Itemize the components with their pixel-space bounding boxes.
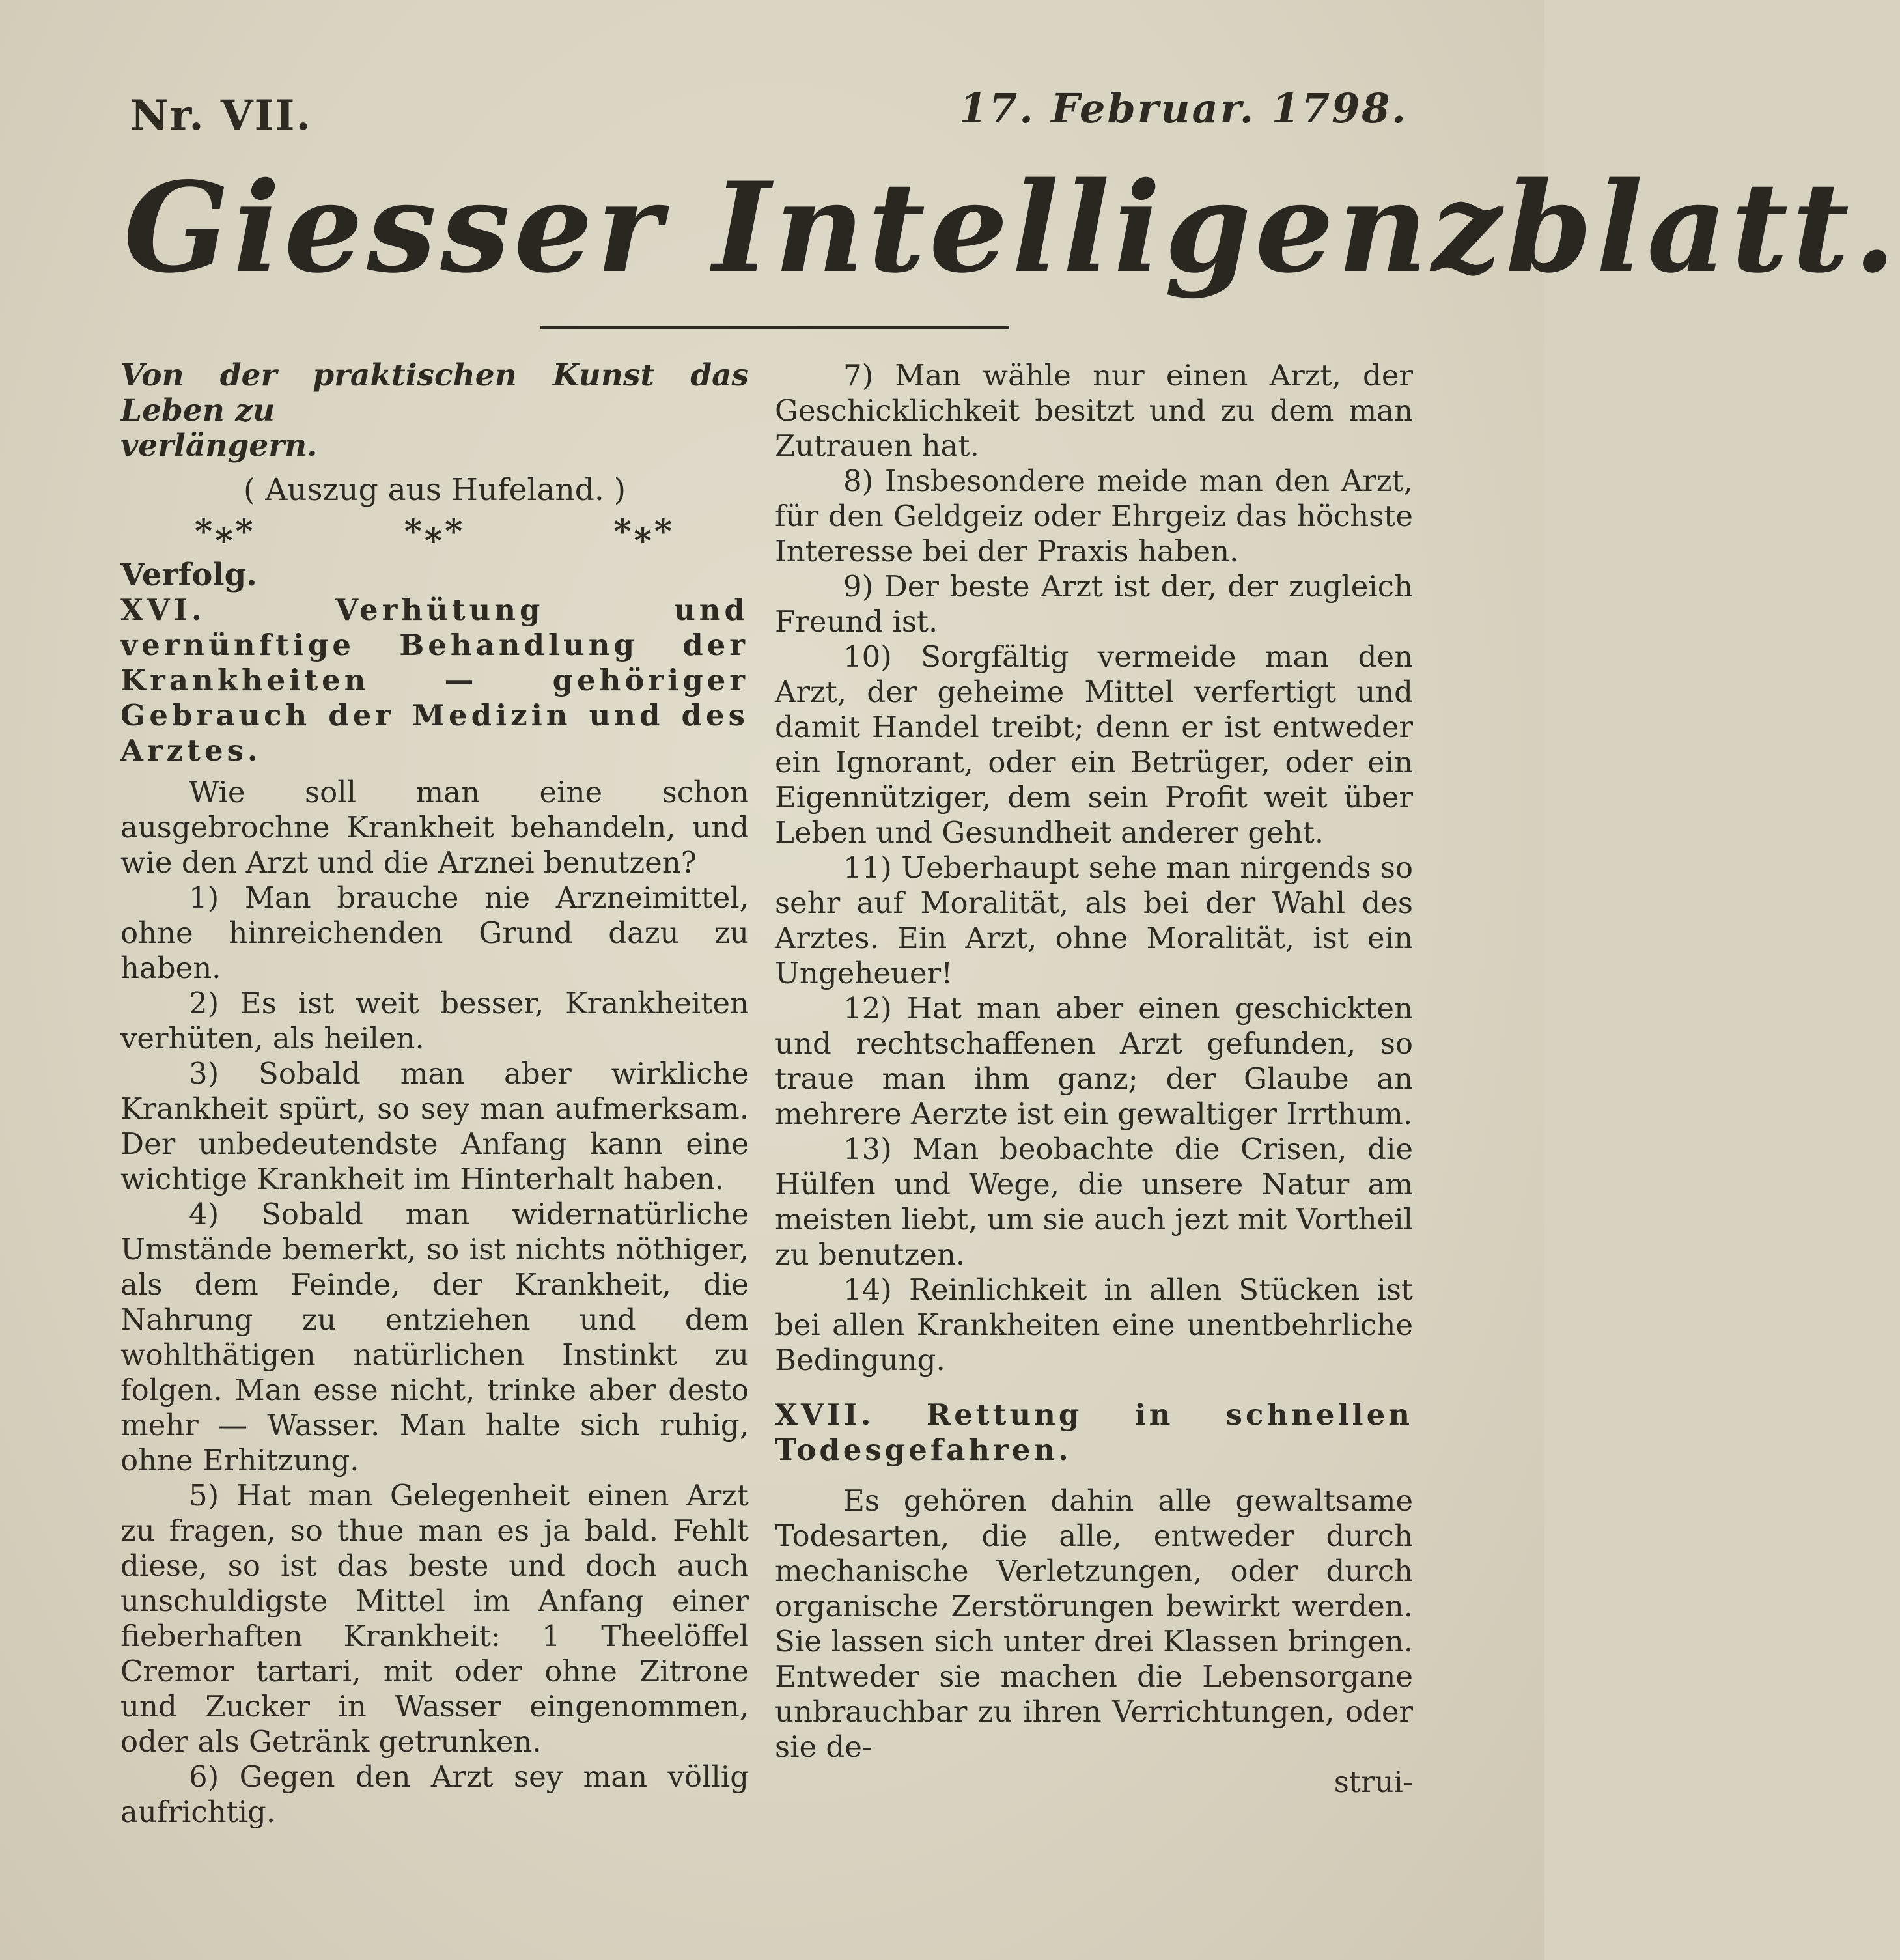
left-column (120, 358, 749, 1830)
article-title: Von der praktischen Kunst das Leben zu (120, 357, 749, 428)
header-rule (540, 326, 1009, 329)
paragraph-12: 12) Hat man aber einen geschickten und rechtschaffenen Arzt gefunden, so traue man ihm ganz; der Glaube an mehrere Aerzte ist ein gewaltiger Irrthum. (775, 991, 1413, 1131)
issue-number: Nr. VII. (130, 91, 312, 140)
paragraph-14: 14) Reinlichkeit in allen Stücken ist bei allen Krankheiten eine unentbehrliche Bedingung. (775, 1272, 1413, 1377)
paragraph-intro: Wie soll man eine schon ausgebrochne Krankheit behandeln, und wie den Arzt und die Arznei benutzen? (120, 775, 749, 880)
section-heading-xvii: XVII. Rettung in schnellen Todesgefahren. (775, 1397, 1413, 1467)
paragraph-7: 7) Man wähle nur einen Arzt, der Geschicklichkeit besitzt und zu dem man Zutrauen hat. (775, 358, 1413, 463)
paragraph-3: 3) Sobald man aber wirkliche Krankheit spürt, so sey man aufmerksam. Der unbedeutendste Anfang kann eine wichtige Krankheit im Hinterhalt haben. (120, 1056, 749, 1196)
masthead-title: Giesser Intelligenzblatt. (124, 155, 1900, 300)
asterism-row (120, 514, 749, 550)
paragraph-10: 10) Sorgfältig vermeide man den Arzt, der geheime Mittel verfertigt und damit Handel treibt; denn er ist entweder ein Ignorant, oder ein Betrüger, oder ein Eigennütziger, dem sein Profit weit über Leben und Gesundheit anderer geht. (775, 639, 1413, 850)
asterism-1: *⁎* (195, 512, 256, 552)
paragraph-8: 8) Insbesondere meide man den Arzt, für den Geldgeiz oder Ehrgeiz das höchste Interesse bei der Praxis haben. (775, 464, 1413, 568)
paragraph-13: 13) Man beobachte die Crisen, die Hülfen und Wege, die unsere Natur am meisten liebt, um sie auch jezt mit Vortheil zu benutzen. (775, 1132, 1413, 1272)
paragraph-6: 6) Gegen den Arzt sey man völlig aufrichtig. (120, 1759, 749, 1829)
asterism-3: *⁎* (613, 512, 675, 552)
paragraph-1: 1) Man brauche nie Arzneimittel, ohne hinreichenden Grund dazu zu haben. (120, 880, 749, 985)
paragraph-5: 5) Hat man Gelegenheit einen Arzt zu fragen, so thue man es ja bald. Fehlt diese, so ist das beste und doch auch unschuldigste Mittel im Anfang einer fieberhaften Krankheit: 1 Theelöffel Cremor tartari, mit oder ohne Zitrone und Zucker in Wasser eingenommen, oder als Getränk getrunken. (120, 1478, 749, 1759)
catchword: strui- (1334, 1765, 1413, 1799)
issue-date: 17. Februar. 1798. (958, 85, 1408, 132)
paragraph-2: 2) Es ist weit besser, Krankheiten verhüten, als heilen. (120, 986, 749, 1056)
right-column (775, 358, 1413, 1800)
paragraph-9: 9) Der beste Arzt ist der, der zugleich Freund ist. (775, 569, 1413, 639)
paragraph-11: 11) Ueberhaupt sehe man nirgends so sehr auf Moralität, als bei der Wahl des Arztes. Ein Arzt, ohne Moralität, ist ein Ungeheuer! (775, 850, 1413, 990)
continued-label: Verfolg. (120, 557, 257, 593)
article-title-cont: verlängern. (120, 428, 318, 464)
article-subtitle: ( Auszug aus Hufeland. ) (243, 472, 626, 508)
paragraph-4: 4) Sobald man widernatürliche Umstände bemerkt, so ist nichts nöthiger, als dem Feinde, der Krankheit, die Nahrung zu entziehen und dem wohlthätigen natürlichen Instinkt zu folgen. Man esse nicht, trinke aber desto mehr — Wasser. Man halte sich ruhig, ohne Erhitzung. (120, 1197, 749, 1477)
asterism-2: *⁎* (404, 512, 466, 552)
section-heading-xvi: XVI. Verhütung und vernünftige Behandlung der Krankheiten — gehöriger Gebrauch der Medizin und des Arztes. (120, 593, 749, 768)
paragraph-15: Es gehören dahin alle gewaltsame Todesarten, die alle, entweder durch mechanische Verletzungen, oder durch organische Zerstörungen bewirkt werden. Sie lassen sich unter drei Klassen bringen. Entweder sie machen die Lebensorgane unbrauchbar zu ihren Verrichtungen, oder sie de- (775, 1483, 1413, 1764)
